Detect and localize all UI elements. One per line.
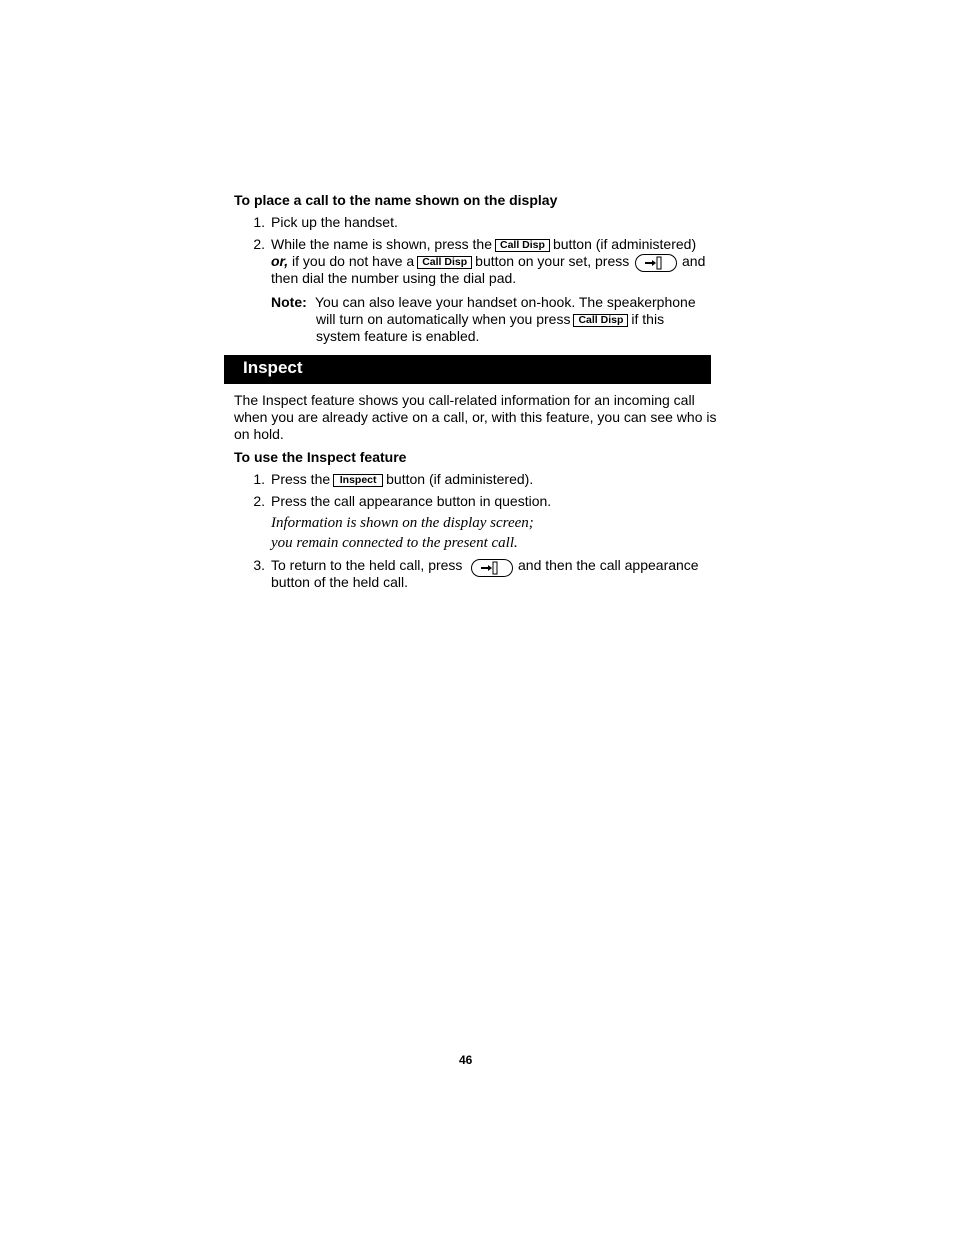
section-title: Inspect: [243, 358, 303, 377]
step-text: Press the: [271, 471, 331, 487]
subheading-use-inspect: To use the Inspect feature: [234, 449, 407, 465]
step-number: 2.: [253, 493, 265, 509]
transfer-arrow-icon: [635, 254, 677, 272]
step-number: 1.: [253, 214, 265, 230]
page-number: 46: [459, 1053, 473, 1067]
step-text: button (if administered).: [386, 471, 534, 487]
step-text-line: [271, 471, 533, 488]
step-text: button (if administered): [552, 236, 697, 252]
step-number: 3.: [253, 557, 265, 573]
step-text: and then the call appearance: [518, 557, 699, 573]
step-text: then dial the number using the dial pad.: [271, 270, 517, 286]
intro-text: The Inspect feature shows you call-related information for an incoming call: [234, 392, 695, 408]
call-disp-button-label: Call Disp: [417, 256, 472, 269]
intro-text: when you are already active on a call, or, with this feature, you can see who is: [234, 409, 717, 425]
result-text: Information is shown on the display screen;: [271, 515, 534, 531]
step-text: Pick up the handset.: [271, 214, 398, 230]
inspect-section-header: [224, 355, 711, 384]
step-text-line: [271, 253, 629, 270]
call-disp-button-label: Call Disp: [495, 239, 550, 252]
step-text: While the name is shown, press the: [271, 236, 492, 252]
result-text: you remain connected to the present call.: [271, 535, 518, 551]
intro-text: on hold.: [234, 426, 284, 442]
note-text: system feature is enabled.: [316, 328, 480, 344]
note-label: Note:: [271, 294, 307, 310]
call-disp-button-label: Call Disp: [573, 314, 628, 327]
note-text-line: [316, 311, 664, 328]
or-emphasis: or,: [271, 253, 289, 269]
step-number: 2.: [253, 236, 265, 252]
note-text: will turn on automatically when you press: [316, 311, 571, 327]
step-text: and: [682, 253, 706, 269]
step-text: To return to the held call, press: [271, 557, 463, 573]
step-number: 1.: [253, 471, 265, 487]
note-text: You can also leave your handset on-hook. The speakerphone: [315, 294, 696, 310]
step-text-line: [271, 236, 696, 253]
section-heading-place-call: To place a call to the name shown on the display: [234, 192, 558, 208]
transfer-button: [635, 254, 677, 272]
inspect-button-label: Inspect: [333, 474, 383, 487]
step-text: Press the call appearance button in question.: [271, 493, 552, 509]
note-text: if this: [631, 311, 665, 327]
step-text: if you do not have a: [292, 253, 415, 269]
transfer-arrow-icon: [471, 559, 513, 577]
transfer-button: [471, 559, 513, 577]
step-text: button of the held call.: [271, 574, 408, 590]
step-text: button on your set, press: [475, 253, 630, 269]
